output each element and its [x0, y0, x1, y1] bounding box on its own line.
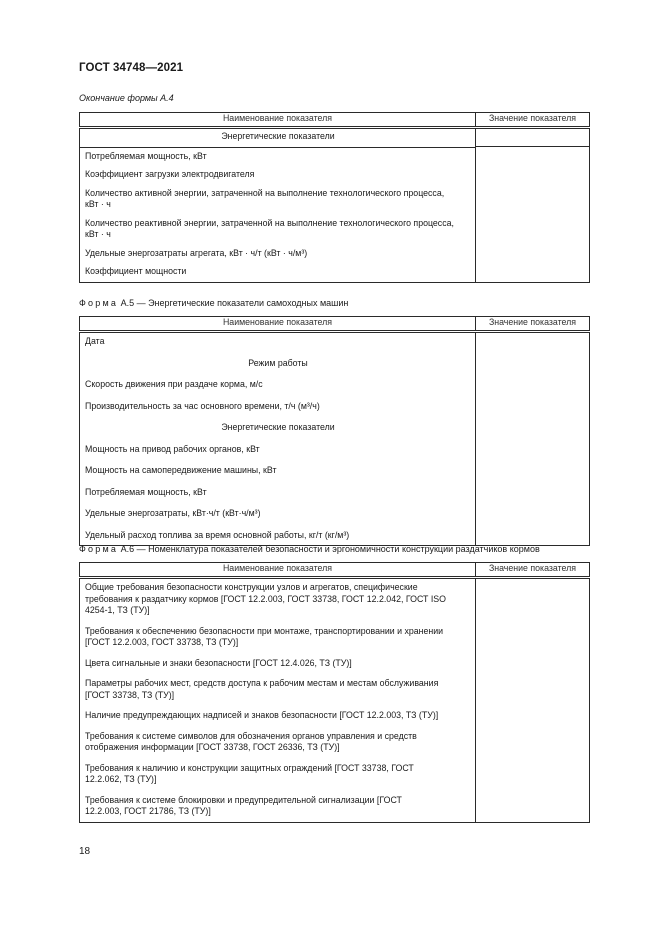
list-item: Требования к наличию и конструкции защитных ограждений [ГОСТ 33738, ГОСТ 12.2.062, ТЗ (ТУ)] [85, 762, 414, 784]
section-heading: Режим работы [248, 357, 308, 368]
form-word: Форма [79, 298, 119, 308]
table-header-row [80, 113, 590, 128]
list-item: Требования к обеспечению безопасности при монтаже, транспортировании и хранении [ГОСТ 12.2.003, ГОСТ 33738, ТЗ (ТУ)] [85, 625, 444, 647]
list-item: Потребляемая мощность, кВт [85, 486, 207, 497]
name-cell [80, 578, 476, 823]
table-header-row [80, 563, 590, 578]
section-heading: Энергетические показатели [221, 422, 335, 432]
section-heading: Энергетические показатели [221, 131, 335, 141]
table-body-row [80, 128, 590, 283]
name-cell [80, 332, 476, 546]
list-item: Удельные энергозатраты агрегата, кВт · ч/т (кВт · ч/м³) [85, 247, 308, 258]
form-word: Форма [79, 544, 119, 554]
value-cell [476, 128, 590, 283]
list-item: Количество реактивной энергии, затраченной на выполнение технологического процесса, кВт · ч [85, 217, 454, 239]
col-header-name: Наименование показателя [80, 563, 476, 578]
list-item: Дата [85, 336, 105, 346]
form-a5-table [79, 316, 590, 546]
table-header-row [80, 317, 590, 332]
list-item: Скорость движения при раздаче корма, м/с [85, 379, 263, 389]
page-number: 18 [79, 846, 91, 857]
standard-header: ГОСТ 34748—2021 [79, 62, 184, 74]
col-header-value: Значение показателя [476, 113, 590, 128]
table-body-row [80, 578, 590, 823]
list-item: Требования к системе блокировки и предупредительной сигнализации [ГОСТ 12.2.003, ГОСТ 21786, ТЗ (ТУ)] [85, 794, 402, 816]
value-cell [476, 578, 590, 823]
list-item: Мощность на привод рабочих органов, кВт [85, 443, 260, 454]
list-item: Удельные энергозатраты, кВт·ч/т (кВт·ч/м³) [85, 508, 261, 518]
list-item: Удельный расход топлива за время основной работы, кг/т (кг/м³) [85, 529, 350, 540]
list-item: Потребляемая мощность, кВт [85, 150, 207, 161]
list-item: Количество активной энергии, затраченной на выполнение технологического процесса, кВт · ч [85, 187, 445, 209]
list-item: Наличие предупреждающих надписей и знаков безопасности [ГОСТ 12.2.003, ТЗ (ТУ)] [85, 710, 439, 720]
form-a6-table [79, 562, 590, 823]
list-item: Коэффициент мощности [85, 266, 187, 276]
col-header-name: Наименование показателя [80, 113, 476, 128]
form-title: А.5 — Энергетические показатели самоходных машин [120, 298, 349, 308]
name-cell [80, 128, 476, 283]
list-item: Мощность на самопередвижение машины, кВт [85, 465, 277, 475]
table-body-row [80, 332, 590, 546]
form-a4-table [79, 112, 590, 283]
col-header-value: Значение показателя [476, 563, 590, 578]
list-item: Параметры рабочих мест, средств доступа к рабочим местам и местам обслуживания [ГОСТ 33738, ТЗ (ТУ)] [85, 678, 439, 700]
value-cell [476, 332, 590, 546]
col-header-name: Наименование показателя [80, 317, 476, 332]
form-title: А.6 — Номенклатура показателей безопасности и эргономичности конструкции раздатчиков кормов [120, 544, 540, 554]
list-item: Цвета сигнальные и знаки безопасности [ГОСТ 12.4.026, ТЗ (ТУ)] [85, 657, 352, 668]
list-item: Производительность за час основного времени, т/ч (м³/ч) [85, 400, 320, 411]
form-a4-caption: Окончание формы А.4 [79, 93, 174, 103]
form-a6-caption [79, 544, 540, 554]
form-a5-caption [79, 298, 348, 308]
list-item: Общие требования безопасности конструкции узлов и агрегатов, специфические требования к раздатчику кормов [ГОСТ 12.2.003, ГОСТ 33738, ГОСТ 12.2.042, ГОСТ ISO 4254-1, ТЗ (ТУ)] [85, 582, 447, 615]
list-item: Коэффициент загрузки электродвигателя [85, 169, 255, 179]
list-item: Требования к системе символов для обозначения органов управления и средств отображения информации [ГОСТ 33738, ГОСТ 26336, ТЗ (ТУ)] [85, 730, 417, 752]
col-header-value: Значение показателя [476, 317, 590, 332]
